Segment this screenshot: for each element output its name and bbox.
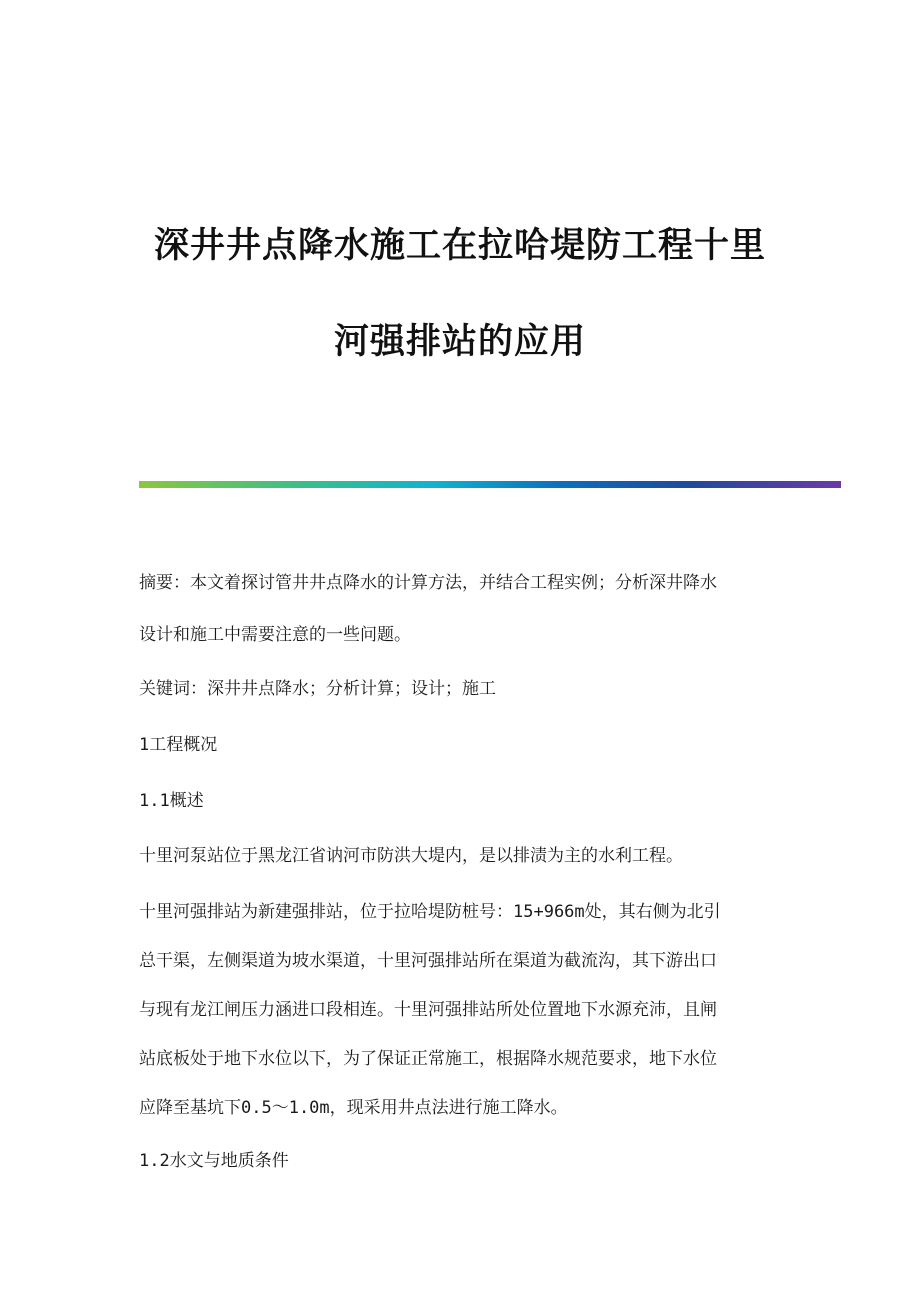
section-heading-1-2: 1.2水文与地质条件 — [139, 1151, 289, 1171]
abstract-line-2: 设计和施工中需要注意的一些问题。 — [139, 625, 411, 645]
paragraph-2-line-2: 总干渠，左侧渠道为坡水渠道，十里河强排站所在渠道为截流沟，其下游出口 — [139, 951, 717, 971]
paragraph-2-line-1: 十里河强排站为新建强排站，位于拉哈堤防桩号：15+966m处，其右侧为北引 — [139, 902, 721, 922]
paragraph-1: 十里河泵站位于黑龙江省讷河市防洪大堤内，是以排渍为主的水利工程。 — [139, 846, 683, 866]
section-heading-1: 1工程概况 — [139, 735, 218, 755]
gradient-divider — [139, 481, 841, 488]
paragraph-2-line-3: 与现有龙江闸压力涵进口段相连。十里河强排站所处位置地下水源充沛，且闸 — [139, 1000, 717, 1020]
section-heading-1-1: 1.1概述 — [139, 791, 204, 811]
paragraph-2-line-5: 应降至基坑下0.5～1.0m，现采用井点法进行施工降水。 — [139, 1098, 568, 1118]
paragraph-2-line-4: 站底板处于地下水位以下，为了保证正常施工，根据降水规范要求，地下水位 — [139, 1049, 717, 1069]
title-line-1: 深井井点降水施工在拉哈堤防工程十里 — [153, 225, 766, 266]
abstract-line-1: 摘要：本文着探讨管井井点降水的计算方法，并结合工程实例；分析深井降水 — [139, 573, 717, 593]
keywords-line: 关键词：深井井点降水；分析计算；设计；施工 — [139, 679, 496, 699]
title-line-2: 河强排站的应用 — [333, 321, 586, 362]
